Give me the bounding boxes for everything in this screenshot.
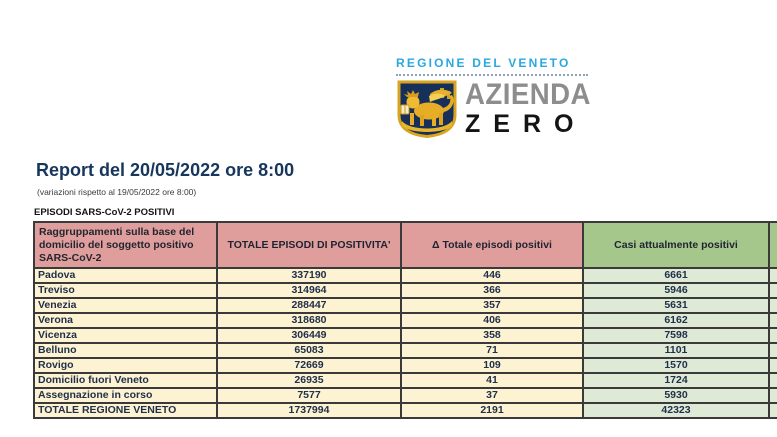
table-row bbox=[34, 388, 777, 403]
cropped-cell bbox=[769, 388, 777, 403]
total-episodes-cell: 7577 bbox=[217, 388, 401, 403]
delta-episodes-cell: 357 bbox=[401, 298, 583, 313]
azienda-zero-logo bbox=[396, 56, 594, 138]
active-cases-cell: 7598 bbox=[583, 328, 769, 343]
table-body bbox=[34, 268, 777, 418]
table-row bbox=[34, 343, 777, 358]
row-label-cell: Verona bbox=[34, 313, 217, 328]
active-cases-cell: 42323 bbox=[583, 403, 769, 418]
cropped-cell bbox=[769, 373, 777, 388]
total-episodes-cell: 337190 bbox=[217, 268, 401, 283]
delta-episodes-cell: 37 bbox=[401, 388, 583, 403]
active-cases-cell: 1570 bbox=[583, 358, 769, 373]
total-episodes-cell: 72669 bbox=[217, 358, 401, 373]
total-episodes-cell: 306449 bbox=[217, 328, 401, 343]
cropped-cell bbox=[769, 328, 777, 343]
cropped-cell bbox=[769, 283, 777, 298]
cropped-cell bbox=[769, 403, 777, 418]
regione-del-veneto-wordmark: REGIONE DEL VENETO bbox=[396, 56, 571, 70]
active-cases-cell: 5631 bbox=[583, 298, 769, 313]
cropped-cell bbox=[769, 268, 777, 283]
cropped-cell bbox=[769, 313, 777, 328]
col-header-cropped bbox=[769, 222, 777, 268]
report-subtitle: (variazioni rispetto al 19/05/2022 ore 8:00) bbox=[37, 187, 197, 197]
total-episodes-cell: 314964 bbox=[217, 283, 401, 298]
table-row bbox=[34, 373, 777, 388]
episodes-table bbox=[33, 221, 777, 419]
row-label-cell: Padova bbox=[34, 268, 217, 283]
table-row bbox=[34, 283, 777, 298]
row-label-cell: Venezia bbox=[34, 298, 217, 313]
active-cases-cell: 5946 bbox=[583, 283, 769, 298]
delta-episodes-cell: 71 bbox=[401, 343, 583, 358]
delta-episodes-cell: 446 bbox=[401, 268, 583, 283]
col-header-active-cases: Casi attualmente positivi bbox=[583, 222, 769, 268]
logo-dotted-divider bbox=[396, 74, 588, 76]
cropped-cell bbox=[769, 298, 777, 313]
delta-episodes-cell: 109 bbox=[401, 358, 583, 373]
row-label-cell: TOTALE REGIONE VENETO bbox=[34, 403, 217, 418]
table-row bbox=[34, 268, 777, 283]
col-header-total-episodes: TOTALE EPISODI DI POSITIVITA' bbox=[217, 222, 401, 268]
row-label-cell: Vicenza bbox=[34, 328, 217, 343]
delta-episodes-cell: 406 bbox=[401, 313, 583, 328]
lion-of-st-mark-crest-icon bbox=[396, 80, 458, 138]
active-cases-cell: 1724 bbox=[583, 373, 769, 388]
total-episodes-cell: 26935 bbox=[217, 373, 401, 388]
table-row bbox=[34, 313, 777, 328]
zero-wordmark: ZERO bbox=[465, 110, 587, 138]
active-cases-cell: 5930 bbox=[583, 388, 769, 403]
delta-episodes-cell: 366 bbox=[401, 283, 583, 298]
cropped-cell bbox=[769, 358, 777, 373]
episodes-table-wrapper bbox=[33, 221, 777, 419]
total-episodes-cell: 288447 bbox=[217, 298, 401, 313]
active-cases-cell: 6162 bbox=[583, 313, 769, 328]
delta-episodes-cell: 358 bbox=[401, 328, 583, 343]
row-label-cell: Treviso bbox=[34, 283, 217, 298]
total-episodes-cell: 65083 bbox=[217, 343, 401, 358]
delta-episodes-cell: 2191 bbox=[401, 403, 583, 418]
delta-episodes-cell: 41 bbox=[401, 373, 583, 388]
table-row bbox=[34, 298, 777, 313]
row-label-cell: Belluno bbox=[34, 343, 217, 358]
col-header-groups: Raggruppamenti sulla base del domicilio del soggetto positivo SARS-CoV-2 bbox=[34, 222, 217, 268]
table-row bbox=[34, 328, 777, 343]
table-row-total bbox=[34, 403, 777, 418]
total-episodes-cell: 318680 bbox=[217, 313, 401, 328]
table-row bbox=[34, 358, 777, 373]
row-label-cell: Assegnazione in corso bbox=[34, 388, 217, 403]
row-label-cell: Rovigo bbox=[34, 358, 217, 373]
row-label-cell: Domicilio fuori Veneto bbox=[34, 373, 217, 388]
section-label-episodi: EPISODI SARS-CoV-2 POSITIVI bbox=[34, 207, 175, 218]
cropped-cell bbox=[769, 343, 777, 358]
total-episodes-cell: 1737994 bbox=[217, 403, 401, 418]
azienda-wordmark: AZIENDA bbox=[465, 78, 591, 111]
col-header-delta-episodes: Δ Totale episodi positivi bbox=[401, 222, 583, 268]
report-title: Report del 20/05/2022 ore 8:00 bbox=[36, 160, 295, 180]
active-cases-cell: 6661 bbox=[583, 268, 769, 283]
active-cases-cell: 1101 bbox=[583, 343, 769, 358]
table-header-row bbox=[34, 222, 777, 268]
